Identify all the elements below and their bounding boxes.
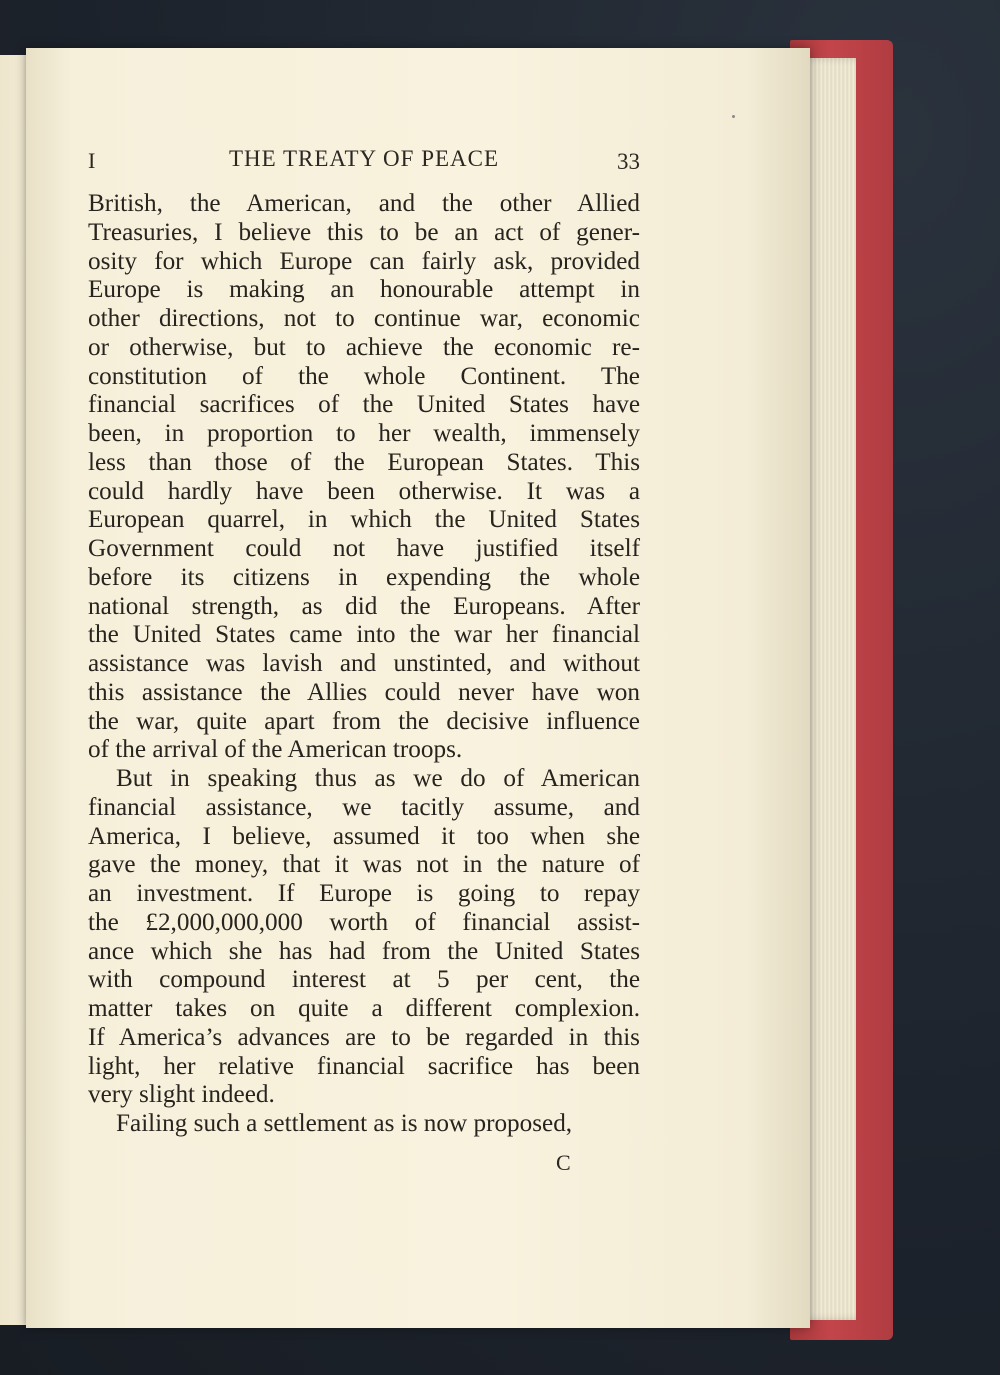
text-line: other directions, not to continue war, economic	[88, 305, 640, 332]
text-line: America, I believe, assumed it too when she	[88, 822, 640, 850]
running-title: THE TREATY OF PEACE	[228, 146, 500, 171]
text-line: or otherwise, but to achieve the economic re-	[88, 333, 640, 361]
text-line: very slight indeed.	[88, 1081, 275, 1109]
text-line: Europe is making an honourable attempt in	[88, 276, 640, 304]
text-line: with compound interest at 5 per cent, the	[88, 966, 640, 994]
text-line: constitution of the whole Continent. The	[88, 362, 640, 390]
chapter-number: I	[88, 148, 96, 173]
text-line: Government could not have justified itself	[88, 535, 640, 562]
text-line: of the arrival of the American troops.	[88, 736, 463, 764]
text-line: assistance was lavish and unstinted, and without	[88, 650, 640, 677]
text-line: less than those of the European States. This	[88, 448, 640, 476]
text-line: gave the money, that it was not in the nature of	[88, 851, 640, 879]
text-line: financial sacrifices of the United States have	[88, 391, 640, 419]
text-line: the £2,000,000,000 worth of financial assist-	[88, 908, 640, 936]
signature-mark: C	[556, 1150, 571, 1175]
text-line: an investment. If Europe is going to repay	[88, 880, 640, 907]
text-line: been, in proportion to her wealth, immensely	[88, 420, 640, 447]
text-line: Treasuries, I believe this to be an act of gener-	[88, 218, 640, 246]
running-head	[88, 146, 640, 180]
text-line: European quarrel, in which the United States	[88, 506, 640, 534]
body-text	[88, 190, 640, 1139]
text-line: the war, quite apart from the decisive influence	[88, 707, 640, 735]
text-line: this assistance the Allies could never have won	[88, 678, 640, 706]
text-line: ance which she has had from the United States	[88, 937, 640, 965]
text-line: But in speaking thus as we do of American	[116, 765, 640, 792]
page-number: 33	[617, 149, 640, 174]
text-line: national strength, as did the Europeans. After	[88, 592, 640, 620]
text-line: If America’s advances are to be regarded in this	[88, 1023, 640, 1051]
dust-speck	[732, 115, 735, 118]
text-line: Failing such a settlement as is now proposed,	[116, 1110, 573, 1137]
text-line: osity for which Europe can fairly ask, provided	[88, 247, 640, 275]
text-line: the United States came into the war her financial	[88, 621, 640, 649]
text-line: financial assistance, we tacitly assume, and	[88, 793, 640, 821]
text-line: light, her relative financial sacrifice has been	[88, 1052, 640, 1080]
text-line: could hardly have been otherwise. It was a	[88, 477, 640, 505]
text-line: matter takes on quite a different complexion.	[88, 995, 640, 1022]
text-line: British, the American, and the other Allied	[88, 190, 640, 217]
text-line: before its citizens in expending the whole	[88, 563, 640, 591]
